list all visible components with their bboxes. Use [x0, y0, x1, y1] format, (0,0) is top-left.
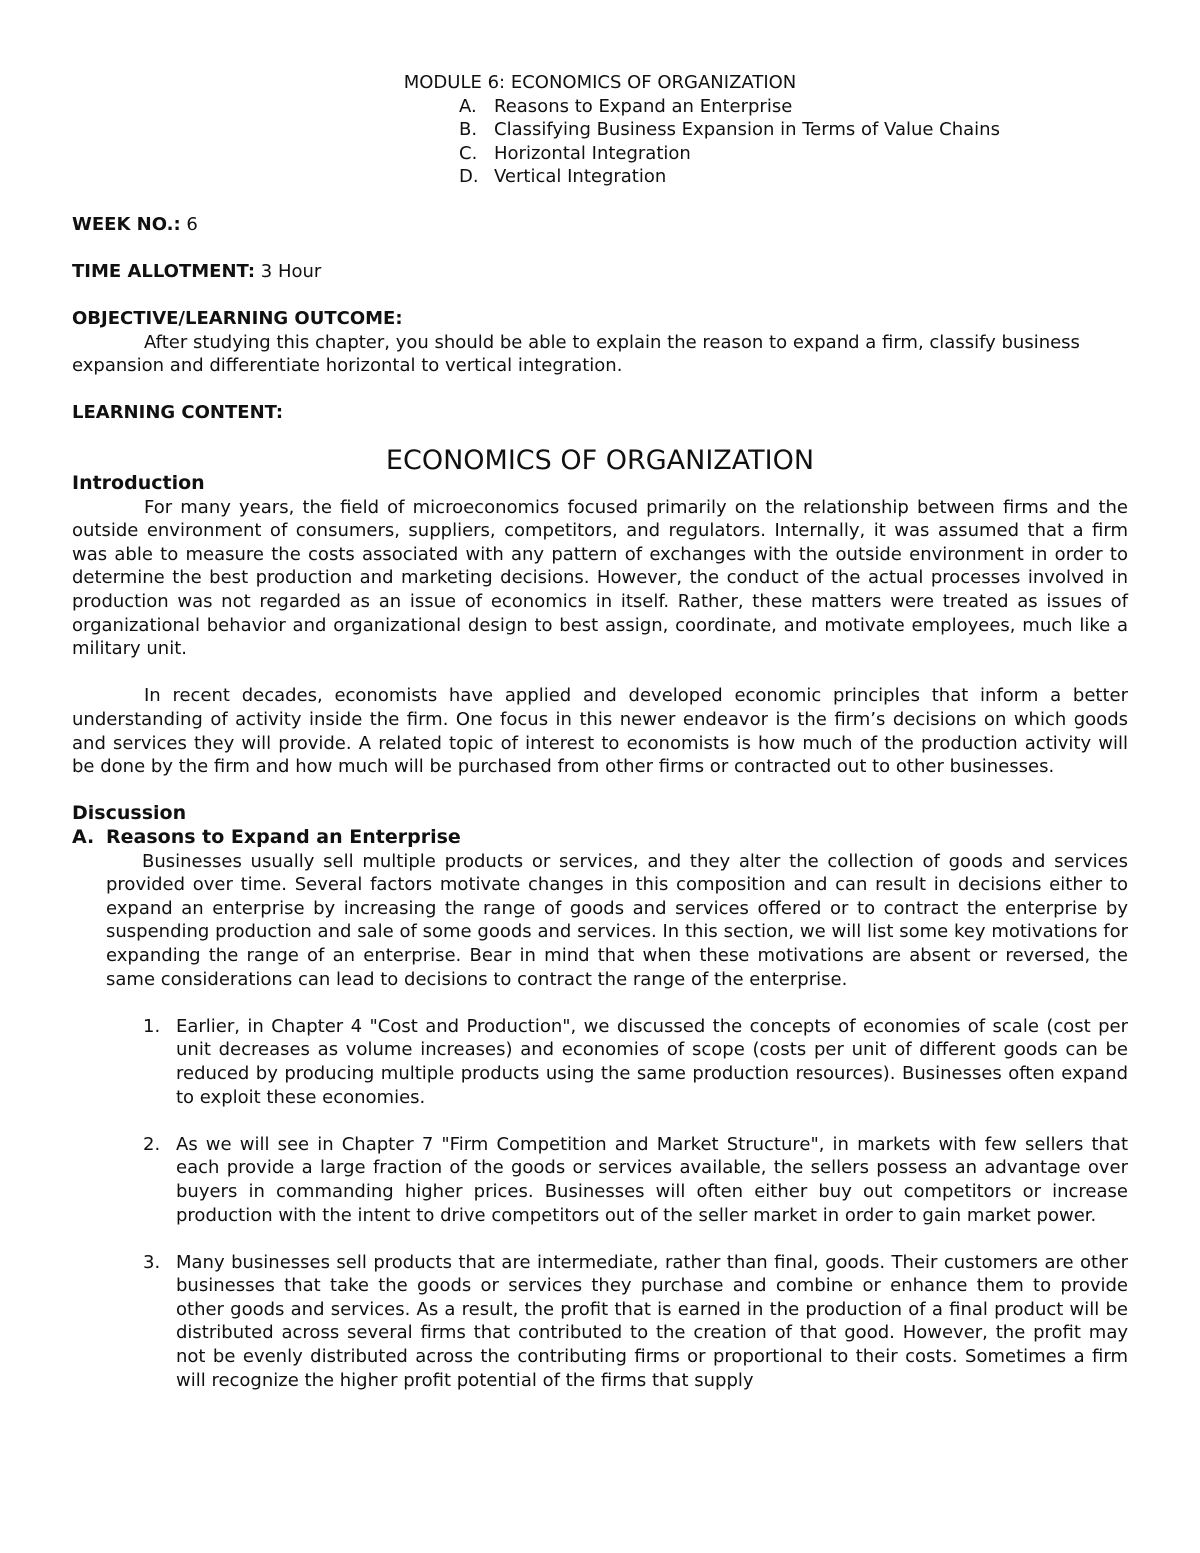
topic-text: Classifying Business Expansion in Terms of Value Chains	[494, 119, 1000, 141]
list-item-text: Earlier, in Chapter 4 "Cost and Production", we discussed the concepts of economies of scale (cost per unit decreases as volume increases) and economies of scope (costs per unit of different goods can be reduced by producing multiple products using the same production resources). Businesses often expand to exploit these economies.	[176, 1015, 1128, 1108]
topic-marker: B.	[459, 119, 478, 141]
topic-item	[459, 142, 1128, 166]
list-item	[143, 1015, 1128, 1109]
topic-item	[459, 118, 1128, 142]
discussion-heading: Discussion	[72, 802, 187, 825]
list-item-text: As we will see in Chapter 7 "Firm Competition and Market Structure", in markets with few sellers that each provide a large fraction of the goods or services available, the sellers possess an advantage over buyers in commanding higher prices. Businesses will often either buy out competitors or increase production with the intent to drive competitors out of the seller market in order to gain market power.	[176, 1133, 1128, 1226]
topic-text: Vertical Integration	[494, 166, 667, 188]
week-label: WEEK NO.:	[72, 213, 181, 235]
introduction-heading: Introduction	[72, 472, 205, 495]
topic-item	[459, 165, 1128, 189]
module-title: MODULE 6: ECONOMICS OF ORGANIZATION	[403, 72, 797, 93]
topic-marker: D.	[459, 166, 479, 188]
section-a-body: Businesses usually sell multiple products or services, and they alter the collection of goods and services provided over time. Several factors motivate changes in this composition and can result in decisions either to expand an enterprise by increasing the range of goods and services offered or to contract the enterprise by suspending production and sale of some goods and services. In this section, we will list some key motivations for expanding the range of an enterprise. Bear in mind that when these motivations are absent or reversed, the same considerations can lead to decisions to contract the range of the enterprise.	[106, 850, 1128, 990]
section-a-marker: A.	[72, 826, 95, 848]
week-value: 6	[186, 213, 198, 235]
topic-item	[459, 95, 1128, 119]
time-line	[72, 260, 1128, 284]
learning-content-label: LEARNING CONTENT:	[72, 402, 284, 424]
list-item-number: 2.	[143, 1133, 161, 1155]
time-value: 3 Hour	[260, 260, 322, 282]
list-item	[143, 1251, 1128, 1393]
week-line	[72, 213, 1128, 237]
objective-label: OBJECTIVE/LEARNING OUTCOME:	[72, 307, 403, 329]
list-item-number: 1.	[143, 1015, 161, 1037]
section-a-heading	[72, 826, 1128, 850]
list-item	[143, 1133, 1128, 1227]
topic-marker: C.	[459, 142, 478, 164]
intro-paragraph-2: In recent decades, economists have applied and developed economic principles that inform a better understanding of activity inside the firm. One focus in this newer endeavor is the firm’s decisions on which goods and services they will provide. A related topic of interest to economists is how much of the production activity will be done by the firm and how much will be purchased from other firms or contracted out to other businesses.	[72, 685, 1128, 778]
intro-paragraph-1: For many years, the field of microeconomics focused primarily on the relationship between firms and the outside environment of consumers, suppliers, competitors, and regulators. Internally, it was assumed that a firm was able to measure the costs associated with any pattern of exchanges with the outside environment in order to determine the best production and marketing decisions. However, the conduct of the actual processes involved in production was not regarded as an issue of economics in itself. Rather, these matters were treated as issues of organizational behavior and organizational design to best assign, coordinate, and motivate employees, much like a military unit.	[72, 496, 1128, 660]
list-item-text: Many businesses sell products that are intermediate, rather than final, goods. Their customers are other businesses that take the goods or services they purchase and combine or enhance them to provide other goods and services. As a result, the profit that is earned in the production of a final product will be distributed across several firms that contributed to the creation of that good. However, the profit may not be evenly distributed across the contributing firms or proportional to their costs. Sometimes a firm will recognize the higher profit potential of the firms that supply	[176, 1251, 1128, 1391]
topic-text: Reasons to Expand an Enterprise	[494, 95, 793, 117]
topic-marker: A.	[459, 95, 477, 117]
list-item-number: 3.	[143, 1251, 161, 1273]
module-topics-list	[72, 95, 1128, 189]
topic-text: Horizontal Integration	[494, 142, 691, 164]
objective-text: After studying this chapter, you should be able to explain the reason to expand a firm, classify business expansion and differentiate horizontal to vertical integration.	[72, 331, 1080, 377]
content-title: ECONOMICS OF ORGANIZATION	[385, 444, 815, 476]
reasons-list	[72, 1015, 1128, 1393]
section-a-title: Reasons to Expand an Enterprise	[106, 826, 461, 848]
time-label: TIME ALLOTMENT:	[72, 260, 256, 282]
